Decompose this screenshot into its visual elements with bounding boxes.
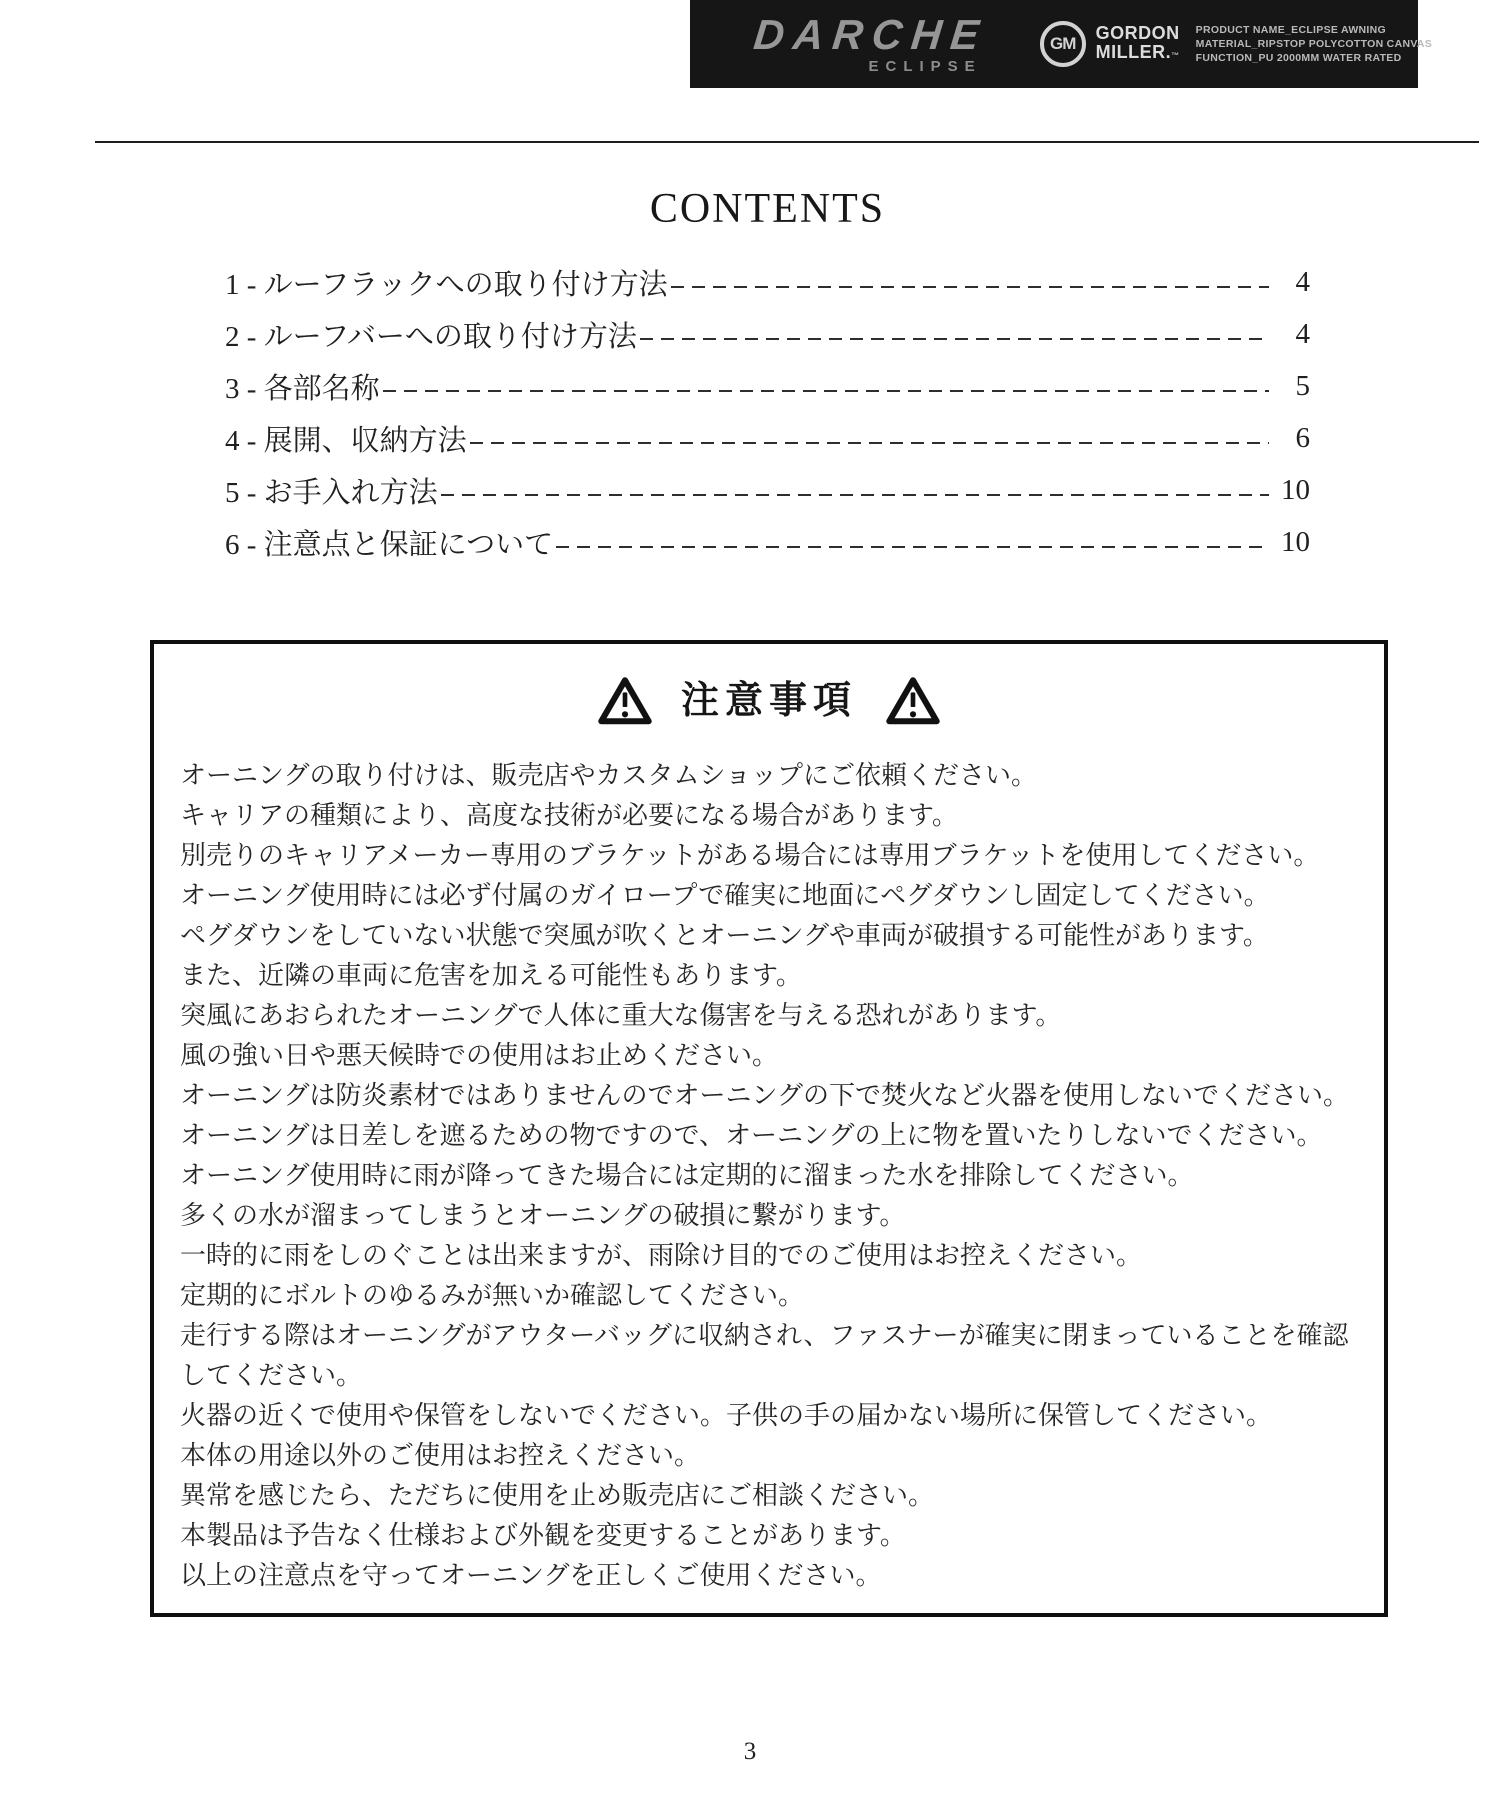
caution-line: 本製品は予告なく仕様および外観を変更することがあります。 — [180, 1521, 906, 1550]
caution-box — [150, 640, 1388, 1617]
toc-item — [225, 308, 1310, 360]
toc-item — [225, 516, 1310, 568]
dash-leader — [383, 390, 1269, 392]
gordon-miller-wordmark — [1096, 24, 1180, 65]
caution-title-row — [154, 676, 1384, 726]
page-number: 3 — [743, 1738, 757, 1765]
header-divider — [95, 141, 1479, 143]
toc-item-page: 4 — [1295, 317, 1310, 350]
toc-item-page: 10 — [1281, 525, 1310, 558]
darche-eclipse-label: ECLIPSE — [868, 58, 982, 75]
toc-item-page: 6 — [1295, 421, 1310, 454]
toc-item — [225, 464, 1310, 516]
warning-triangle-icon — [597, 676, 653, 726]
caution-line: オーニング使用時に雨が降ってきた場合には定期的に溜まった水を排除してください。 — [180, 1161, 1194, 1190]
toc-item-label: 2 - ルーフバーへの取り付け方法 — [225, 320, 637, 353]
caution-line: 定期的にボルトのゆるみが無いか確認してください。 — [180, 1281, 805, 1310]
toc-item-label: 5 - お手入れ方法 — [225, 476, 438, 509]
caution-title: 注意事項 — [680, 680, 857, 722]
miller-line: MILLER.™ — [1095, 41, 1180, 62]
caution-line: 多くの水が溜まってしまうとオーニングの破損に繋がります。 — [180, 1201, 906, 1230]
product-spec-line: PRODUCT NAME_ECLIPSE AWNING — [1195, 24, 1386, 36]
dash-leader — [470, 442, 1269, 444]
toc-item-label: 4 - 展開、収納方法 — [225, 424, 467, 457]
caution-text-block — [180, 756, 1360, 1596]
caution-line: 走行する際はオーニングがアウターバッグに収納され、ファスナーが確実に閉まっていることを確認してください。 — [180, 1321, 1349, 1390]
toc-item-page: 5 — [1295, 369, 1310, 402]
caution-line: また、近隣の車両に危害を加える可能性もあります。 — [180, 961, 802, 990]
caution-line: ペグダウンをしていない状態で突風が吹くとオーニングや車両が破損する可能性があります。 — [180, 921, 1269, 950]
product-spec-text — [1196, 23, 1432, 65]
dash-leader — [556, 546, 1269, 548]
toc-item-page: 4 — [1295, 265, 1310, 298]
contents-section — [225, 186, 1310, 568]
trademark-symbol: ™ — [1171, 50, 1180, 60]
caution-line: キャリアの種類により、高度な技術が必要になる場合があります。 — [180, 801, 958, 830]
toc-item-label: 1 - ルーフラックへの取り付け方法 — [225, 268, 668, 301]
caution-line: 風の強い日や悪天候時での使用はお止めください。 — [180, 1041, 779, 1070]
warning-triangle-icon — [885, 676, 941, 726]
caution-line: オーニングは日差しを遮るための物ですので、オーニングの上に物を置いたりしないでください。 — [180, 1121, 1323, 1150]
caution-line: オーニングの取り付けは、販売店やカスタムショップにご依頼ください。 — [180, 761, 1037, 790]
header-brand-bar — [690, 0, 1433, 88]
toc-item-page: 10 — [1281, 473, 1310, 506]
toc-item-label: 3 - 各部名称 — [225, 372, 380, 405]
toc-item — [225, 412, 1310, 464]
gm-monogram-letters: GM — [1049, 34, 1076, 53]
caution-line: オーニング使用時には必ず付属のガイロープで確実に地面にペグダウンし固定してください。 — [180, 881, 1270, 910]
dash-leader — [640, 338, 1269, 340]
toc-item — [225, 360, 1310, 412]
gordon-line: GORDON — [1095, 22, 1180, 43]
toc-item-label: 6 - 注意点と保証について — [225, 528, 554, 561]
dash-leader — [441, 494, 1269, 496]
caution-line: オーニングは防炎素材ではありませんのでオーニングの下で焚火など火器を使用しないでください。 — [180, 1081, 1349, 1110]
gm-monogram-icon — [1040, 21, 1086, 67]
caution-line: 突風にあおられたオーニングで人体に重大な傷害を与える恐れがあります。 — [180, 1001, 1062, 1030]
toc-item — [225, 256, 1310, 308]
caution-line: 本体の用途以外のご使用はお控えください。 — [180, 1441, 701, 1470]
darche-wordmark: DARCHE — [751, 11, 991, 58]
caution-line: 別売りのキャリアメーカー専用のブラケットがある場合には専用ブラケットを使用してください。 — [180, 841, 1320, 870]
dash-leader — [671, 286, 1269, 288]
caution-line: 火器の近くで使用や保管をしないでください。子供の手の届かない場所に保管してください。 — [180, 1401, 1273, 1430]
product-spec-line: MATERIAL_RIPSTOP POLYCOTTON CANVAS — [1195, 38, 1433, 50]
caution-line: 以上の注意点を守ってオーニングを正しくご使用ください。 — [180, 1561, 882, 1590]
darche-logo — [751, 11, 991, 75]
contents-title: CONTENTS — [649, 186, 886, 232]
product-spec-line: FUNCTION_PU 2000MM WATER RATED — [1195, 52, 1402, 64]
caution-line: 異常を感じたら、ただちに使用を止め販売店にご相談ください。 — [180, 1481, 935, 1510]
gordon-miller-logo — [1040, 21, 1180, 67]
caution-line: 一時的に雨をしのぐことは出来ますが、雨除け目的でのご使用はお控えください。 — [180, 1241, 1143, 1270]
